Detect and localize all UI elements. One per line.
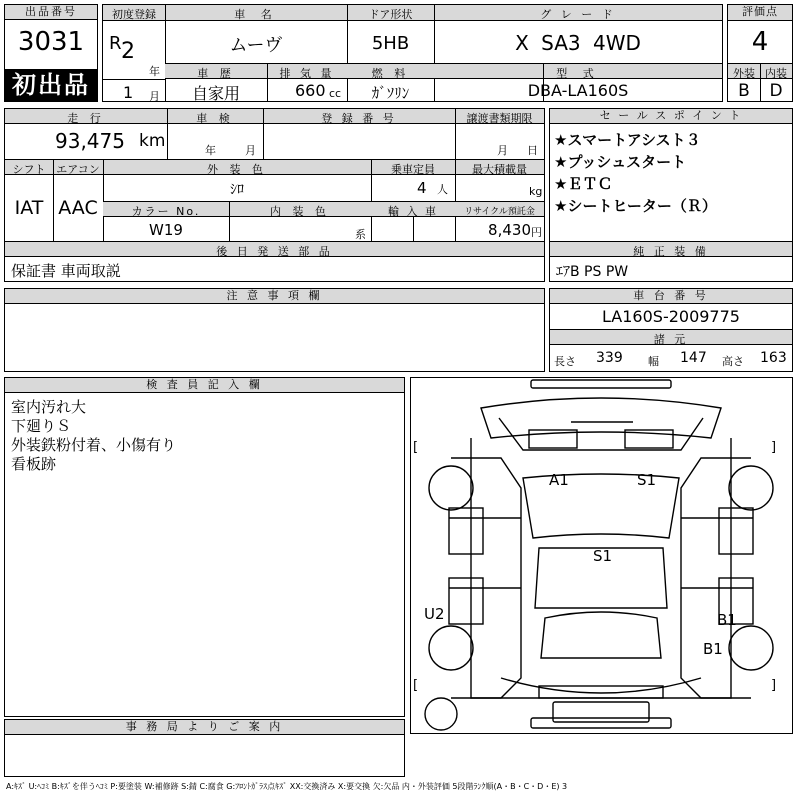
upper-grid [102,4,723,102]
car-name: ムーヴ [229,35,283,56]
middle-grid [4,108,545,242]
length-label: 長さ [554,355,576,368]
equipment-label: 純 正 装 備 [633,245,709,258]
chassis-number: LA160S-2009775 [602,307,740,326]
recycle-unit: 円 [531,226,542,239]
color-no-label: カラー No. [131,205,201,218]
door-type: 5HB [371,33,410,54]
history-label: 車 歴 [197,67,235,80]
sales-point-2: ★プッシュスタート [554,153,687,171]
model-label: 型 式 [556,67,600,80]
reg-era: R [109,33,122,54]
dims-label: 諸 元 [653,333,689,346]
bracket-right-front: ] [771,440,777,455]
later-parts-label: 後 日 発 送 部 品 [216,245,333,258]
import-label: 輸 入 車 [388,205,438,218]
ext-color-value: ｼﾛ [230,182,244,198]
lot-number: 3031 [17,27,85,57]
door-label: ドア形状 [368,8,413,21]
first-listing-badge: 初出品 [5,69,97,101]
inspector-label: 検 査 員 記 入 欄 [5,378,404,393]
aircon-label: エアコン [56,163,100,176]
score-box [727,4,793,102]
bracket-left-rear: [ [413,678,419,693]
width-value: 147 [680,350,707,366]
displacement-label: 排 気 量 [279,67,335,80]
grade-value: X SA3 4WD [515,31,641,55]
sales-point-4: ★シートヒーター（Ｒ） [554,197,717,215]
height-value: 163 [760,350,787,366]
later-parts-value: 保証書 車両取説 [11,262,121,280]
lot-number-label: 出品番号 [5,5,97,20]
mileage-unit: km [139,131,166,151]
lot-box [4,4,98,102]
sales-points-label: セ ー ル ス ポ イ ン ト [550,109,792,124]
length-value: 339 [596,350,623,366]
aircon-value: AAC [58,197,98,219]
score-label: 評価点 [728,5,792,21]
max-load-unit: kg [529,185,543,198]
grade-label: グ レ ー ド [540,8,616,21]
max-load-label: 最大積載量 [472,163,527,176]
sales-point-1: ★スマートアシスト３ [554,131,701,149]
mileage-label: 走 行 [67,112,105,125]
shift-value: IAT [14,197,44,219]
history-value: 自家用 [191,84,240,103]
damage-mark-b1-side: B1 [717,611,737,629]
notes-box [4,288,545,372]
reg-month: 1 [123,83,134,102]
first-reg-label: 初度登録 [112,8,156,21]
transfer-label: 譲渡書類期限 [466,112,533,125]
sales-point-3: ★ＥＴＣ [554,175,613,193]
damage-legend: A:ｷｽﾞ U:ﾍｺﾐ B:ｷｽﾞを伴うﾍｺﾐ P:要塗装 W:補修跡 S:錆 C:腐食 G:ﾌﾛﾝﾄｶﾞﾗｽ点ｷｽﾞ XX:交換済み X:要交換 欠:欠品 内・外装評価 5段階ﾗﾝｸ順(A・B・C・D・E) 3 [6,782,568,791]
car-name-label: 車 名 [234,8,278,21]
inspector-box [4,377,405,717]
recycle-label: リサイクル預託金 [464,207,535,217]
inspector-line-3: 外装鉄粉付着、小傷有り [11,436,177,454]
inspection-year-unit: 年 [205,144,216,157]
int-color-unit: 系 [355,228,366,241]
transfer-day-unit: 日 [527,144,538,157]
inspector-line-1: 室内汚れ大 [11,398,87,416]
ext-color-label: 外 装 色 [207,163,267,176]
inspection-label: 車 検 [196,112,234,125]
transfer-month-unit: 月 [497,144,508,157]
width-label: 幅 [648,355,659,368]
fuel-value: ｶﾞｿﾘﾝ [371,84,410,102]
damage-mark-s1-top: S1 [637,471,657,489]
shift-label: シフト [12,163,46,176]
office-box [4,719,405,777]
capacity-unit: 人 [437,183,448,196]
capacity-value: 4 [417,179,427,197]
inspection-month-unit: 月 [245,144,256,157]
reg-no-label: 登 録 番 号 [321,112,397,125]
int-color-label: 内 装 色 [270,205,330,218]
fuel-label: 燃 料 [371,67,410,80]
chassis-label: 車 台 番 号 [550,289,792,304]
bracket-left-front: [ [413,440,419,455]
chassis-box [549,288,793,372]
equipment-value: ｴｱB PS PW [556,264,629,280]
damage-mark-u2: U2 [424,605,445,623]
equipment-box [549,242,793,282]
model-value: DBA-LA160S [527,81,629,100]
color-no-value: W19 [149,221,183,239]
damage-mark-a1: A1 [549,471,569,489]
office-label: 事 務 局 よ り ご 案 内 [5,720,404,735]
reg-month-unit: 月 [149,90,160,103]
capacity-label: 乗車定員 [391,163,435,176]
interior-grade-label: 内装 [765,67,787,80]
damage-mark-s1-center: S1 [593,547,613,565]
inspector-line-4: 看板跡 [11,455,57,473]
later-parts-box [4,242,545,282]
exterior-grade-label: 外装 [733,67,755,80]
height-label: 高さ [722,355,744,368]
sales-points-box [549,108,793,242]
reg-year: 2 [121,39,135,64]
recycle-value: 8,430 [488,221,531,239]
displacement-value: 660 [295,81,326,100]
displacement-unit: cc [329,87,342,100]
bracket-right-rear: ] [771,678,777,693]
inspector-line-2: 下廻りＳ [11,417,72,435]
car-diagram [410,377,793,734]
reg-year-unit: 年 [149,65,160,78]
damage-mark-b1-rear: B1 [703,640,723,658]
interior-grade-value: D [769,81,783,101]
notes-label: 注 意 事 項 欄 [5,289,544,304]
score-value: 4 [751,27,769,57]
mileage-value: 93,475 [55,129,125,153]
exterior-grade-value: B [738,81,750,101]
